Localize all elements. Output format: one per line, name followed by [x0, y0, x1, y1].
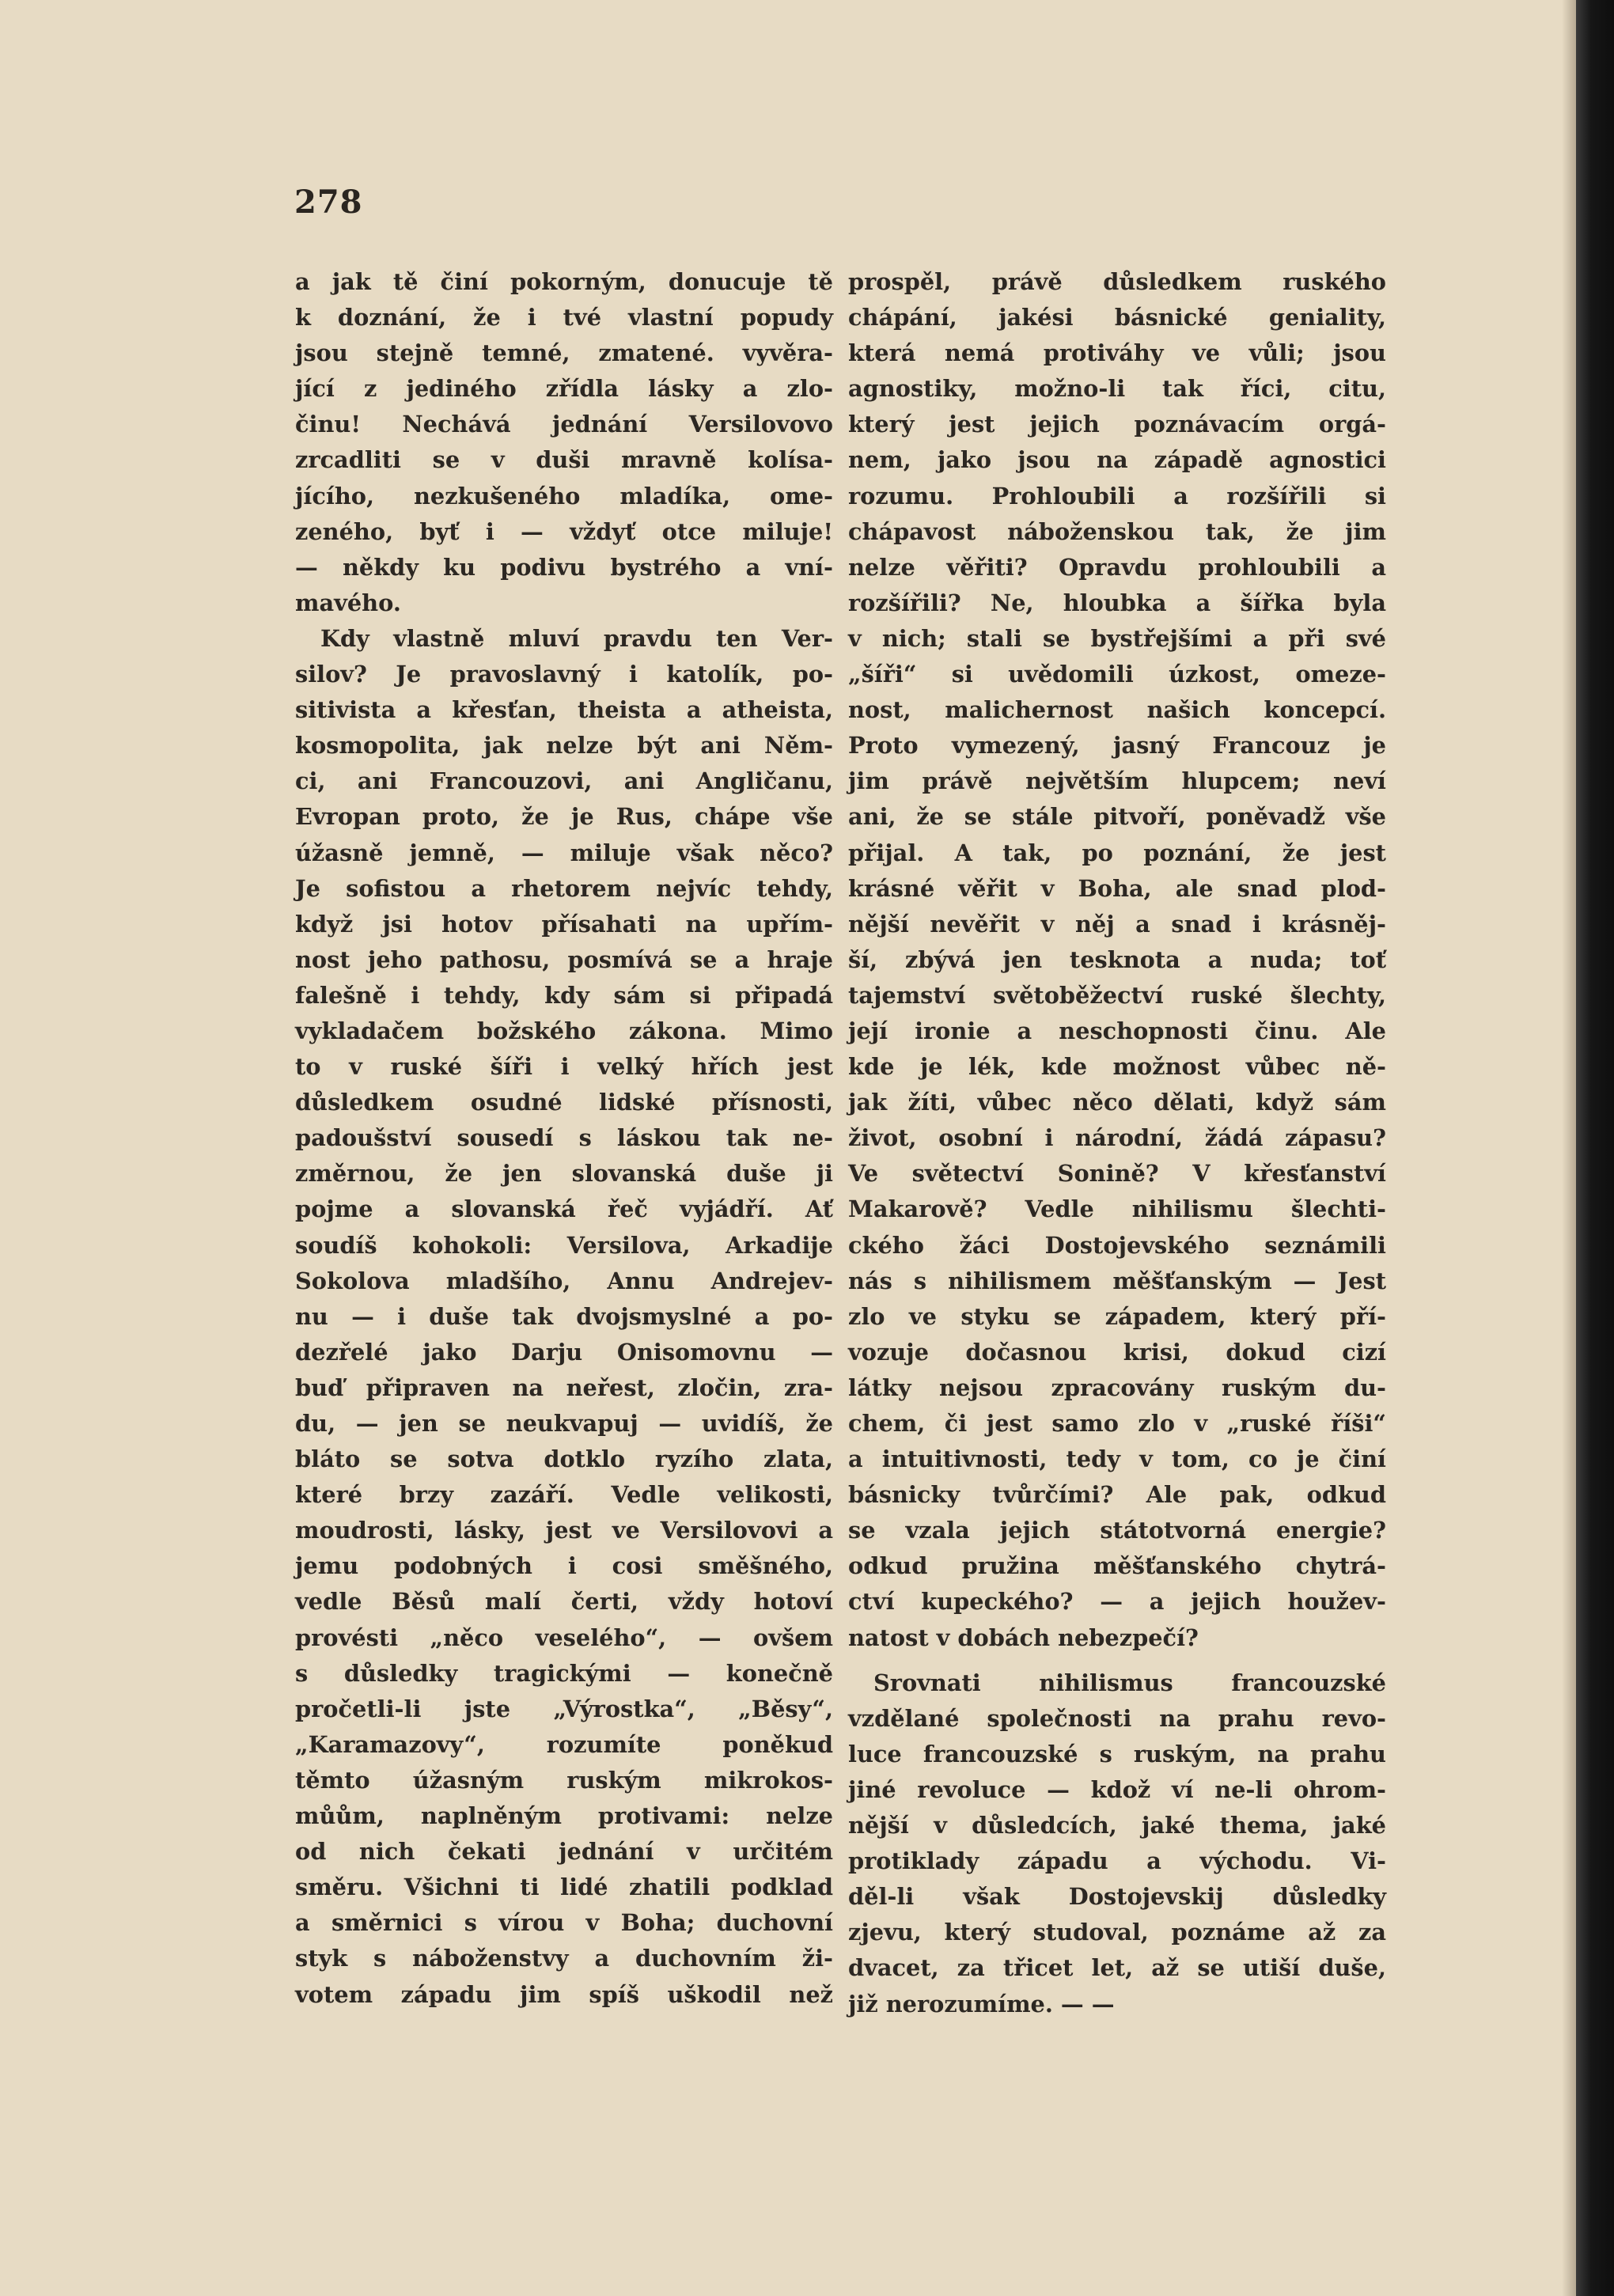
text-line: Sokolova mladšího, Annu Andrejev-: [295, 1267, 833, 1294]
text-line: které brzy zazáří. Vedle velikosti,: [295, 1481, 833, 1509]
text-line: nost jeho pathosu, posmívá se a hraje: [295, 945, 833, 973]
left-text-column: [295, 264, 833, 2013]
text-line: se vzala jejich státotvorná energie?: [848, 1517, 1386, 1544]
text-line: agnostiky, možno-li tak říci, citu,: [848, 375, 1386, 403]
text-line: v nich; stali se bystřejšími a při své: [848, 624, 1386, 652]
text-line: s důsledky tragickými — konečně: [295, 1659, 833, 1687]
text-line: jsou stejně temné, zmatené. vyvěra-: [295, 339, 833, 367]
text-line: prospěl, právě důsledkem ruského: [848, 268, 1386, 295]
text-line: jemu podobných i cosi směšného,: [295, 1552, 833, 1580]
text-line: dvacet, za třicet let, až se utiší duše,: [848, 1954, 1386, 1982]
text-line: Srovnati nihilismus francouzské: [873, 1669, 1386, 1696]
text-line: natost v dobách nebezpečí?: [848, 1623, 1199, 1651]
text-line: rozumu. Prohloubili a rozšířili si: [848, 482, 1386, 510]
text-line: rozšířili? Ne, hloubka a šířka byla: [848, 589, 1386, 616]
text-line: přijal. A tak, po poznání, že jest: [848, 839, 1386, 866]
text-line: směru. Všichni ti lidé zhatili podklad: [295, 1874, 833, 1901]
text-line: Proto vymezený, jasný Francouz je: [848, 732, 1386, 760]
text-line: padoušství sousedí s láskou tak ne-: [295, 1124, 833, 1152]
text-line: Je sofistou a rhetorem nejvíc tehdy,: [295, 874, 833, 902]
text-line: du, — jen se neukvapuj — uvidíš, že: [295, 1410, 833, 1437]
text-line: ckého žáci Dostojevského seznámili: [848, 1231, 1386, 1259]
text-line: soudíš kohokoli: Versilova, Arkadije: [295, 1231, 833, 1259]
text-line: již nerozumíme. — —: [848, 1990, 1115, 2018]
text-line: vzdělané společnosti na prahu revo-: [848, 1704, 1386, 1732]
text-line: buď připraven na neřest, zločin, zra-: [295, 1373, 833, 1401]
text-line: jiné revoluce — kdož ví ne-li ohrom-: [848, 1775, 1386, 1803]
text-line: chápavost náboženskou tak, že jim: [848, 517, 1386, 545]
text-line: zjevu, který studoval, poznáme až za: [848, 1919, 1386, 1946]
text-line: falešně i tehdy, kdy sám si připadá: [295, 981, 833, 1009]
text-line: a jak tě činí pokorným, donucuje tě: [295, 268, 833, 295]
text-line: ší, zbývá jen tesknota a nuda; toť: [848, 945, 1386, 973]
text-line: jící z jediného zřídla lásky a zlo-: [295, 375, 833, 403]
text-line: sitivista a křesťan, theista a atheista,: [295, 696, 833, 724]
text-line: básnicky tvůrčími? Ale pak, odkud: [848, 1481, 1386, 1509]
text-line: Kdy vlastně mluví pravdu ten Ver-: [320, 624, 833, 652]
text-line: činu! Nechává jednání Versilovovo: [295, 411, 833, 438]
text-line: nu — i duše tak dvojsmyslné a po-: [295, 1302, 833, 1330]
text-line: vykladačem božského zákona. Mimo: [295, 1017, 833, 1044]
text-line: „šíři“ si uvědomili úzkost, omeze-: [848, 661, 1386, 688]
text-line: nelze věřiti? Opravdu prohloubili a: [848, 553, 1386, 581]
text-line: kde je lék, kde možnost vůbec ně-: [848, 1053, 1386, 1081]
text-line: provésti „něco veselého“, — ovšem: [295, 1623, 833, 1651]
text-line: zlo ve styku se západem, který pří-: [848, 1302, 1386, 1330]
text-line: odkud pružina měšťanského chytrá-: [848, 1552, 1386, 1580]
text-line: nější v důsledcích, jaké thema, jaké: [848, 1812, 1386, 1839]
right-text-column: [848, 264, 1386, 2022]
text-line: protiklady západu a východu. Vi-: [848, 1847, 1386, 1875]
text-line: silov? Je pravoslavný i katolík, po-: [295, 661, 833, 688]
text-line: Ve světectví Sonině? V křesťanství: [848, 1160, 1386, 1188]
text-line: děl-li však Dostojevskij důsledky: [848, 1883, 1386, 1911]
text-line: luce francouzské s ruským, na prahu: [848, 1740, 1386, 1767]
text-line: nem, jako jsou na západě agnostici: [848, 446, 1386, 474]
text-line: „Karamazovy“, rozumíte poněkud: [295, 1730, 833, 1758]
page-number: 278: [294, 184, 363, 221]
text-line: bláto se sotva dotklo ryzího zlata,: [295, 1445, 833, 1473]
text-line: úžasně jemně, — miluje však něco?: [295, 839, 833, 866]
text-line: jak žíti, vůbec něco dělati, když sám: [848, 1089, 1386, 1116]
text-line: a intuitivnosti, tedy v tom, co je činí: [848, 1445, 1386, 1473]
text-line: od nich čekati jednání v určitém: [295, 1838, 833, 1866]
text-line: ani, že se stále pitvoří, poněvadž vše: [848, 803, 1386, 831]
paragraph-gap: [848, 1656, 1386, 1665]
text-line: tajemství světoběžectví ruské šlechty,: [848, 981, 1386, 1009]
text-line: Evropan proto, že je Rus, chápe vše: [295, 803, 833, 831]
text-line: látky nejsou zpracovány ruským du-: [848, 1373, 1386, 1401]
text-line: můům, naplněným protivami: nelze: [295, 1802, 833, 1830]
text-line: zrcadliti se v duši mravně kolísa-: [295, 446, 833, 474]
text-line: moudrosti, lásky, jest ve Versilovovi a: [295, 1517, 833, 1544]
text-line: ctví kupeckého? — a jejich houžev-: [848, 1588, 1386, 1616]
text-line: život, osobní i národní, žádá zápasu?: [848, 1124, 1386, 1152]
text-line: její ironie a neschopnosti činu. Ale: [848, 1017, 1386, 1044]
text-line: nás s nihilismem měšťanským — Jest: [848, 1267, 1386, 1294]
text-line: mavého.: [295, 589, 401, 616]
page-edge-shadow: [1562, 0, 1576, 2296]
text-line: nější nevěřit v něj a snad i krásněj-: [848, 910, 1386, 938]
text-line: pojme a slovanská řeč vyjádří. Ať: [295, 1195, 833, 1223]
text-line: pročetli-li jste „Výrostka“, „Běsy“,: [295, 1695, 833, 1722]
text-line: když jsi hotov přísahati na upřím-: [295, 910, 833, 938]
text-line: a směrnici s vírou v Boha; duchovní: [295, 1909, 833, 1937]
scan-margin-strip: [1576, 0, 1614, 2296]
text-line: jícího, nezkušeného mladíka, ome-: [295, 482, 833, 510]
text-line: který jest jejich poznávacím orgá-: [848, 411, 1386, 438]
text-line: to v ruské šíři i velký hřích jest: [295, 1053, 833, 1081]
text-line: která nemá protiváhy ve vůli; jsou: [848, 339, 1386, 367]
text-line: kosmopolita, jak nelze být ani Něm-: [295, 732, 833, 760]
text-line: důsledkem osudné lidské přísnosti,: [295, 1089, 833, 1116]
text-line: vedle Běsů malí čerti, vždy hotoví: [295, 1588, 833, 1616]
text-line: ci, ani Francouzovi, ani Angličanu,: [295, 767, 833, 795]
text-line: jim právě největším hlupcem; neví: [848, 767, 1386, 795]
text-line: těmto úžasným ruským mikrokos-: [295, 1766, 833, 1794]
text-line: votem západu jim spíš uškodil než: [295, 1980, 833, 2008]
text-line: změrnou, že jen slovanská duše ji: [295, 1160, 833, 1188]
text-line: k doznání, že i tvé vlastní popudy: [295, 304, 833, 332]
text-line: Makarově? Vedle nihilismu šlechti-: [848, 1195, 1386, 1223]
text-line: styk s náboženstvy a duchovním ži-: [295, 1945, 833, 1972]
text-line: zeného, byť i — vždyť otce miluje!: [295, 517, 833, 545]
text-line: nost, malichernost našich koncepcí.: [848, 696, 1386, 724]
text-line: dezřelé jako Darju Onisomovnu —: [295, 1338, 833, 1366]
text-line: krásné věřit v Boha, ale snad plod-: [848, 874, 1386, 902]
text-line: vozuje dočasnou krisi, dokud cizí: [848, 1338, 1386, 1366]
text-line: chápání, jakési básnické geniality,: [848, 304, 1386, 332]
text-line: chem, či jest samo zlo v „ruské říši“: [848, 1410, 1386, 1437]
text-line: — někdy ku podivu bystrého a vní-: [295, 553, 833, 581]
